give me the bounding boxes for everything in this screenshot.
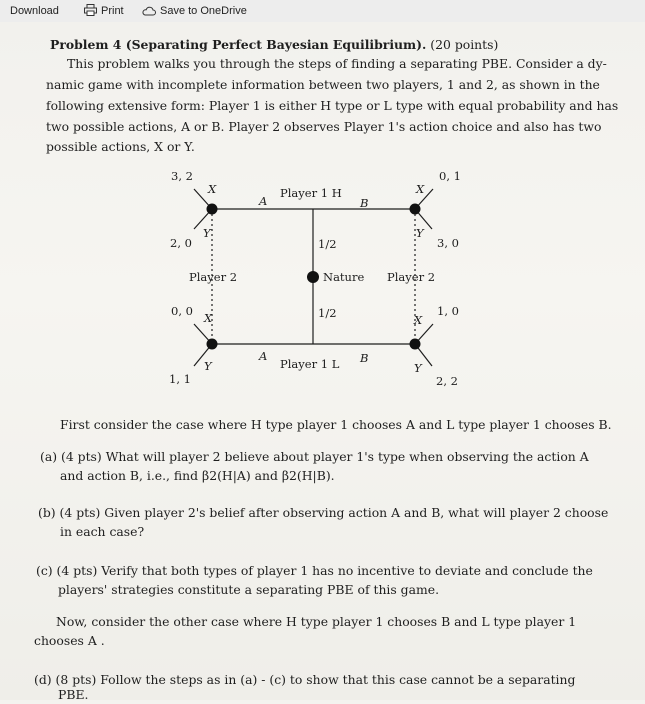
intro-line-5: possible actions, X or Y.	[46, 139, 195, 154]
payoff-top-right-Y: 3, 0	[437, 236, 459, 250]
cloud-icon	[142, 6, 156, 16]
payoff-bottom-left-X: 0, 0	[171, 304, 193, 318]
label-action-A-top: A	[259, 194, 268, 208]
label-X-bottom-left: X	[204, 311, 213, 325]
question-a-line-1: (a) (4 pts) What will player 2 believe about player 1's type when observing the action A	[40, 449, 589, 464]
case2-line-1: Now, consider the other case where H type player 1 chooses B and L type player 1	[56, 614, 577, 629]
label-X-bottom-right: X	[414, 313, 423, 327]
case2-line-2: chooses A .	[34, 633, 105, 648]
intro-line-2: namic game with incomplete information between two players, 1 and 2, as shown in the	[46, 77, 600, 92]
question-c-line-2: players' strategies constitute a separating PBE of this game.	[58, 582, 440, 597]
case1-statement: First consider the case where H type player 1 chooses A and L type player 1 chooses B.	[60, 417, 612, 432]
label-Y-top-right: Y	[416, 226, 424, 240]
label-action-B-bottom: B	[360, 351, 369, 365]
label-action-B-top: B	[360, 196, 369, 210]
intro-line-4: two possible actions, A or B. Player 2 observes Player 1's action choice and also has two	[46, 119, 602, 134]
question-d-line-2: PBE.	[58, 687, 89, 702]
payoff-bottom-right-Y: 2, 2	[436, 374, 458, 388]
label-Y-bottom-left: Y	[204, 359, 212, 373]
download-button[interactable]	[10, 4, 59, 18]
payoff-bottom-left-Y: 1, 1	[169, 372, 191, 386]
problem-heading: Problem 4 (Separating Perfect Bayesian Equilibrium).	[50, 37, 427, 52]
problem-points: (20 points)	[430, 37, 499, 52]
node-nature	[307, 271, 319, 283]
printer-icon	[84, 4, 97, 16]
label-X-top-right: X	[416, 182, 425, 196]
download-label: Download	[10, 5, 59, 17]
question-c-line-1: (c) (4 pts) Verify that both types of player 1 has no incentive to deviate and conclude the	[36, 563, 593, 578]
label-player2-right: Player 2	[387, 270, 436, 284]
print-label: Print	[101, 5, 124, 17]
label-player2-left: Player 2	[189, 270, 238, 284]
label-nature: Nature	[323, 270, 365, 284]
payoff-top-right-X: 0, 1	[439, 169, 461, 183]
node-bottom-left	[207, 339, 218, 350]
label-Y-bottom-right: Y	[414, 361, 422, 375]
print-button[interactable]	[84, 4, 124, 18]
payoff-top-left-X: 3, 2	[171, 169, 193, 183]
label-player1-L: Player 1 L	[280, 357, 340, 371]
intro-line-3: following extensive form: Player 1 is either H type or L type with equal probability and has	[46, 98, 619, 113]
save-to-onedrive-label: Save to OneDrive	[160, 5, 247, 17]
question-a-line-2: and action B, i.e., find β2(H|A) and β2(H|B).	[60, 468, 335, 483]
question-b-line-1: (b) (4 pts) Given player 2's belief after observing action A and B, what will player 2 choose	[38, 505, 609, 520]
question-b-line-2: in each case?	[60, 524, 145, 539]
node-bottom-right	[410, 339, 421, 350]
viewer-toolbar	[0, 0, 645, 23]
payoff-top-left-Y: 2, 0	[170, 236, 192, 250]
label-X-top-left: X	[208, 182, 217, 196]
label-player1-H: Player 1 H	[280, 186, 342, 200]
label-action-A-bottom: A	[259, 349, 268, 363]
payoff-bottom-right-X: 1, 0	[437, 304, 459, 318]
label-prob-bottom: 1/2	[318, 306, 337, 320]
intro-line-1: This problem walks you through the steps of finding a separating PBE. Consider a dy-	[67, 56, 607, 71]
label-prob-top: 1/2	[318, 237, 337, 251]
question-d-line-1: (d) (8 pts) Follow the steps as in (a) - (c) to show that this case cannot be a separating	[34, 672, 576, 687]
label-Y-top-left: Y	[203, 226, 211, 240]
document-page	[0, 22, 645, 700]
node-top-right	[410, 204, 421, 215]
save-to-onedrive-button[interactable]	[142, 4, 247, 18]
node-top-left	[207, 204, 218, 215]
